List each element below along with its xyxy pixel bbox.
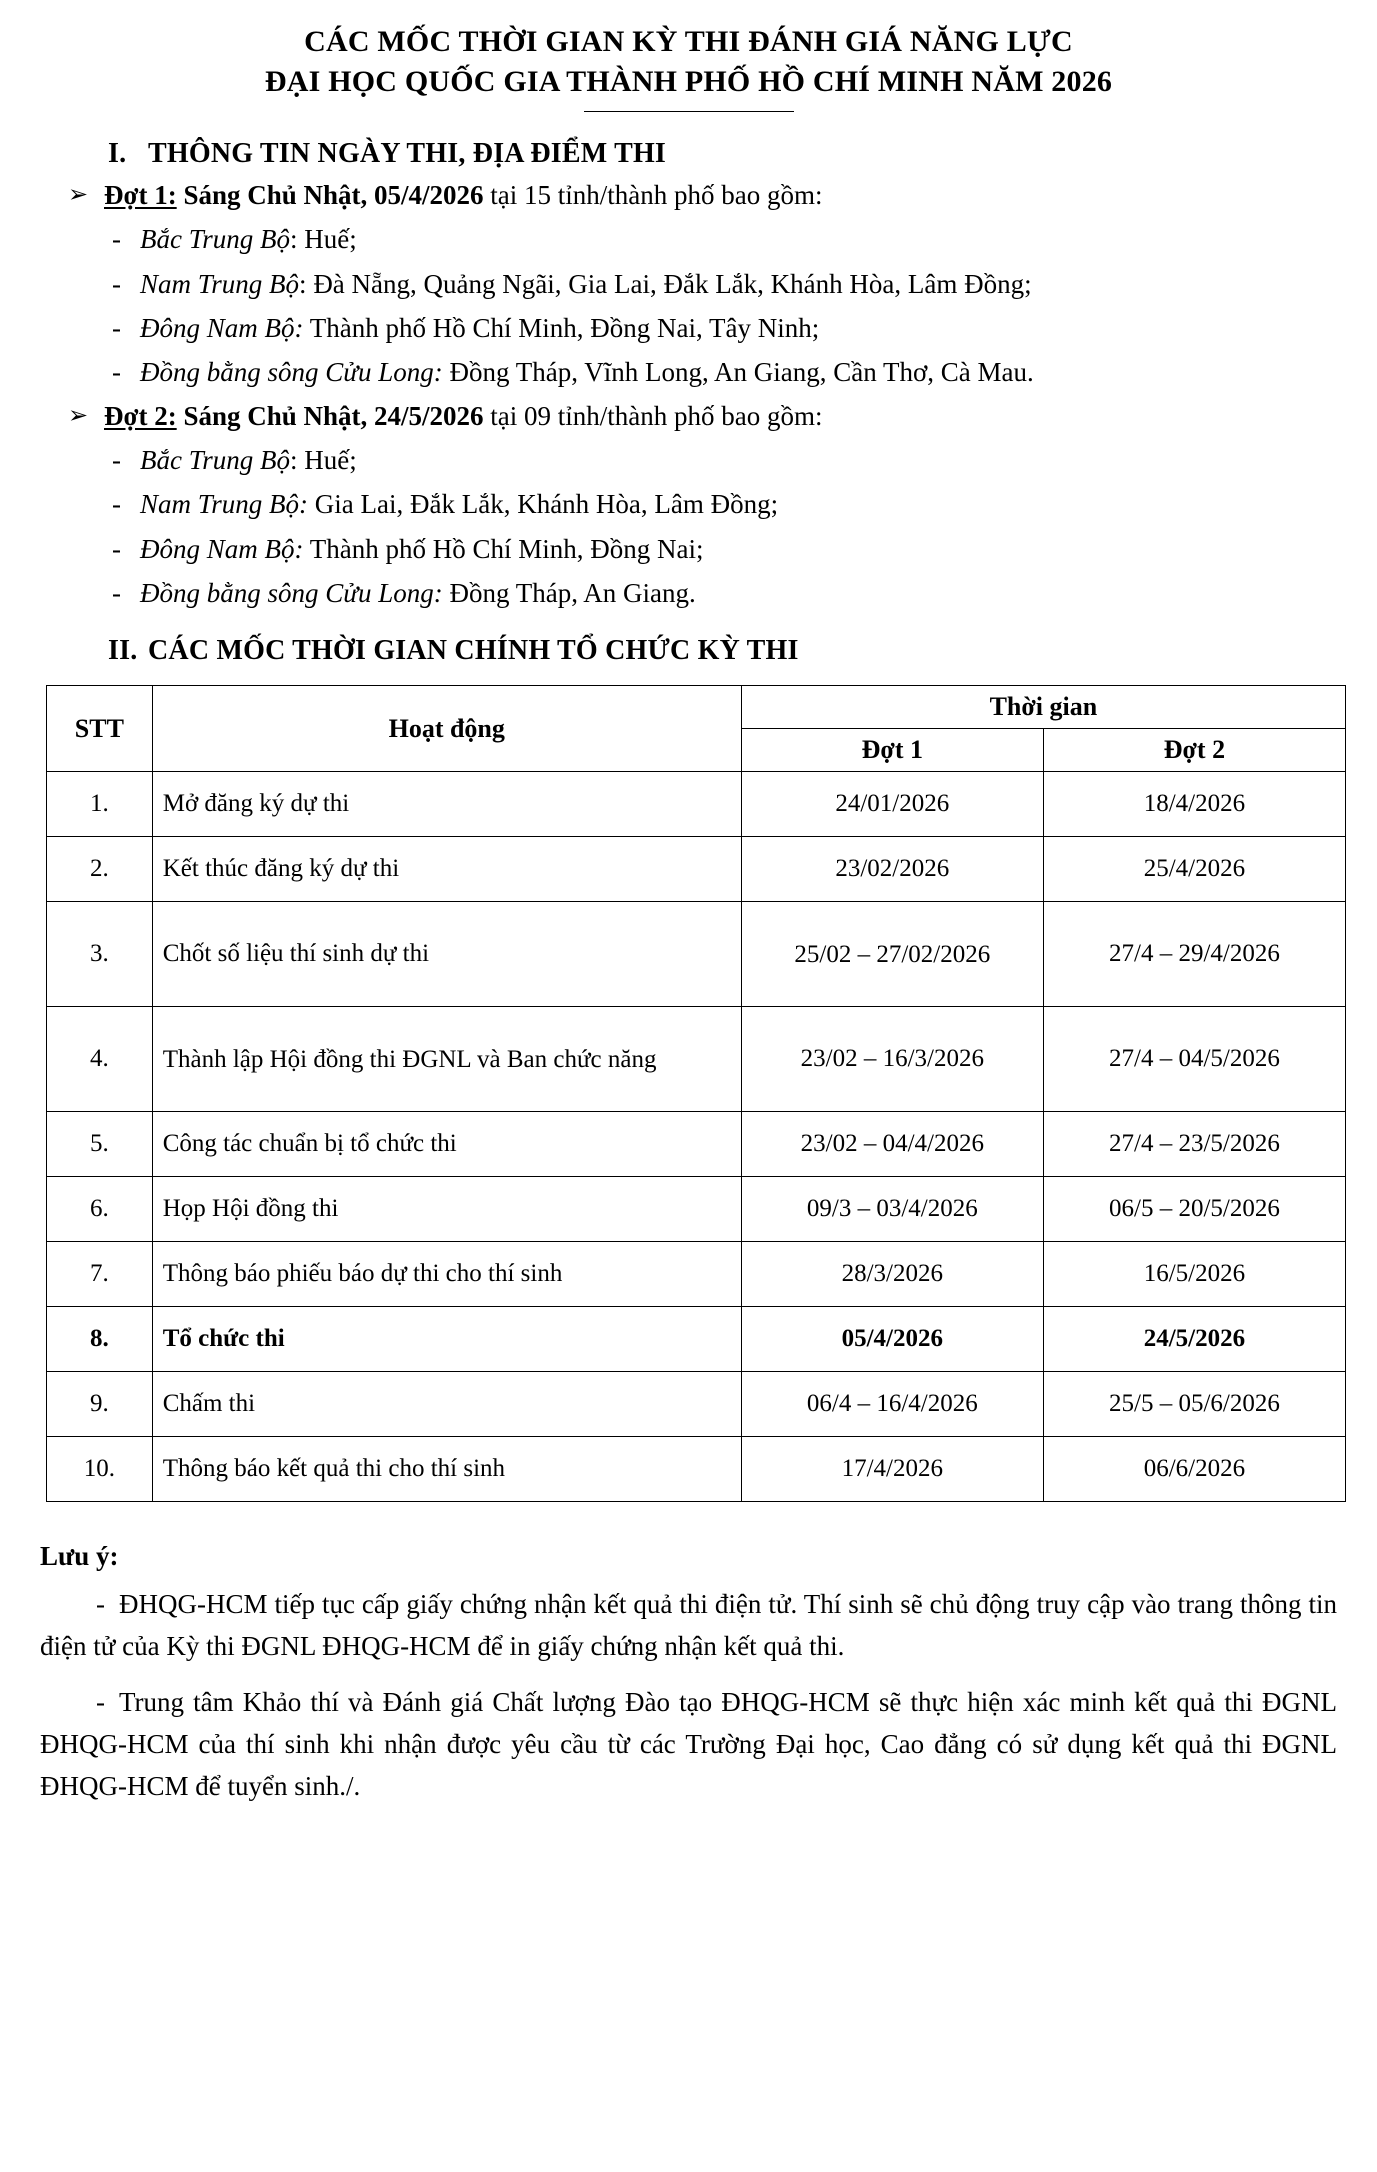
- region-places: Đồng Tháp, Vĩnh Long, An Giang, Cần Thơ, Cà Mau.: [449, 357, 1034, 388]
- list-item: [40, 312, 1337, 344]
- phase-2-label: Đợt 2:: [104, 400, 177, 431]
- table-row: [47, 1437, 1346, 1502]
- cell-phase-1: 09/3 – 03/4/2026: [741, 1177, 1043, 1242]
- dash-bullet-icon: -: [112, 357, 121, 388]
- cell-phase-1: 06/4 – 16/4/2026: [741, 1372, 1043, 1437]
- notes-title: Lưu ý:: [40, 1541, 119, 1572]
- table-body: [47, 772, 1346, 1502]
- section-heading-2: [40, 635, 1337, 667]
- cell-activity: Chấm thi: [152, 1372, 741, 1437]
- cell-phase-2: 25/4/2026: [1043, 837, 1345, 902]
- region-sep: [443, 578, 450, 608]
- list-item: [40, 356, 1337, 388]
- header-phase-1: Đợt 1: [741, 729, 1043, 772]
- cell-phase-2: 06/5 – 20/5/2026: [1043, 1177, 1345, 1242]
- cell-phase-1: 23/02/2026: [741, 837, 1043, 902]
- section-number-2: II.: [108, 635, 138, 667]
- table-row: [47, 1242, 1346, 1307]
- region-places: Đà Nẵng, Quảng Ngãi, Gia Lai, Đắk Lắk, Khánh Hòa, Lâm Đồng;: [313, 268, 1032, 299]
- title-line-2: ĐẠI HỌC QUỐC GIA THÀNH PHỐ HỒ CHÍ MINH NĂM 2026: [264, 64, 1113, 98]
- cell-stt: 5.: [47, 1112, 153, 1177]
- cell-activity: Thông báo kết quả thi cho thí sinh: [152, 1437, 741, 1502]
- region-sep: :: [299, 268, 314, 299]
- table-row: [47, 837, 1346, 902]
- list-item: [40, 268, 1337, 300]
- title-line-1: CÁC MỐC THỜI GIAN KỲ THI ĐÁNH GIÁ NĂNG LỰC: [304, 25, 1073, 58]
- note-text: Trung tâm Khảo thí và Đánh giá Chất lượng Đào tạo ĐHQG-HCM sẽ thực hiện xác minh kết quả thi ĐGNL ĐHQG-HCM của thí sinh khi nhận được yêu cầu từ các Trường Đại học, Cao đẳng có sử dụng kết quả thi ĐGNL ĐHQG-HCM để tuyển sinh./.: [40, 1686, 1337, 1801]
- cell-stt: 9.: [47, 1372, 153, 1437]
- cell-activity: Công tác chuẩn bị tổ chức thi: [152, 1112, 741, 1177]
- cell-stt: 6.: [47, 1177, 153, 1242]
- cell-phase-2: 25/5 – 05/6/2026: [1043, 1372, 1345, 1437]
- region-sep: [443, 357, 450, 387]
- phase-2-rest: tại 09 tỉnh/thành phố bao gồm:: [483, 400, 823, 431]
- cell-stt: 3.: [47, 902, 153, 1007]
- phase-1-line: [40, 180, 1337, 211]
- list-item: [40, 533, 1337, 565]
- cell-phase-1: 28/3/2026: [741, 1242, 1043, 1307]
- region-sep: :: [290, 224, 305, 255]
- dash-bullet-icon: -: [112, 489, 121, 520]
- cell-phase-2: 18/4/2026: [1043, 772, 1345, 837]
- note-text: ĐHQG-HCM tiếp tục cấp giấy chứng nhận kết quả thi điện tử. Thí sinh sẽ chủ động truy cập vào trang thông tin điện tử của Kỳ thi ĐGNL ĐHQG-HCM để in giấy chứng nhận kết quả thi.: [40, 1589, 1337, 1661]
- region-places: Thành phố Hồ Chí Minh, Đồng Nai, Tây Ninh;: [309, 312, 820, 343]
- list-item: [40, 488, 1337, 520]
- cell-phase-2: 27/4 – 04/5/2026: [1043, 1007, 1345, 1112]
- region-places: Huế;: [304, 224, 357, 255]
- table-row: [47, 1112, 1346, 1177]
- region-places: Thành phố Hồ Chí Minh, Đồng Nai;: [309, 533, 704, 564]
- dash-bullet-icon: -: [112, 577, 121, 608]
- phase-2-date: Sáng Chủ Nhật, 24/5/2026: [183, 400, 484, 431]
- dash-bullet-icon: -: [112, 533, 121, 564]
- cell-phase-2: 24/5/2026: [1043, 1307, 1345, 1372]
- cell-phase-2: 06/6/2026: [1043, 1437, 1345, 1502]
- title-divider: [584, 111, 794, 112]
- cell-phase-1: 23/02 – 16/3/2026: [741, 1007, 1043, 1112]
- table-header-row: [47, 686, 1346, 729]
- note-item: [40, 1682, 1337, 1808]
- table-row: [47, 1372, 1346, 1437]
- cell-phase-1: 23/02 – 04/4/2026: [741, 1112, 1043, 1177]
- region-places: Đồng Tháp, An Giang.: [449, 577, 696, 608]
- cell-activity: Thành lập Hội đồng thi ĐGNL và Ban chức năng: [152, 1007, 741, 1112]
- cell-phase-1: 17/4/2026: [741, 1437, 1043, 1502]
- cell-stt: 1.: [47, 772, 153, 837]
- header-stt: STT: [47, 686, 153, 772]
- region-sep: [308, 489, 315, 519]
- cell-activity: Thông báo phiếu báo dự thi cho thí sinh: [152, 1242, 741, 1307]
- region-name: Bắc Trung Bộ: [140, 224, 291, 255]
- region-name: Nam Trung Bộ:: [140, 489, 309, 520]
- cell-stt: 2.: [47, 837, 153, 902]
- list-item: [40, 577, 1337, 609]
- cell-activity: Mở đăng ký dự thi: [152, 772, 741, 837]
- region-name: Đông Nam Bộ:: [140, 533, 304, 564]
- section-title-1: THÔNG TIN NGÀY THI, ĐỊA ĐIỂM THI: [148, 138, 667, 170]
- dash-bullet-icon: -: [112, 312, 121, 343]
- cell-phase-1: 05/4/2026: [741, 1307, 1043, 1372]
- region-name: Đông Nam Bộ:: [140, 312, 304, 343]
- cell-phase-1: 24/01/2026: [741, 772, 1043, 837]
- table-row: [47, 1007, 1346, 1112]
- cell-phase-2: 27/4 – 23/5/2026: [1043, 1112, 1345, 1177]
- list-item: [40, 444, 1337, 476]
- note-item: [40, 1584, 1337, 1668]
- arrow-bullet-icon: ➢: [68, 402, 89, 429]
- phase-1-label: Đợt 1:: [104, 180, 177, 211]
- header-phase-2: Đợt 2: [1043, 729, 1345, 772]
- header-activity: Hoạt động: [152, 686, 741, 772]
- page-title: [66, 22, 1311, 101]
- cell-phase-1: 25/02 – 27/02/2026: [741, 902, 1043, 1007]
- section-heading-1: [40, 138, 1337, 170]
- cell-phase-2: 16/5/2026: [1043, 1242, 1345, 1307]
- region-name: Nam Trung Bộ: [140, 268, 300, 299]
- dash-bullet-icon: -: [112, 444, 121, 475]
- section-number-1: I.: [108, 138, 127, 170]
- dash-bullet-icon: -: [96, 1686, 105, 1717]
- table-row: [47, 902, 1346, 1007]
- section-title-2: CÁC MỐC THỜI GIAN CHÍNH TỔ CHỨC KỲ THI: [148, 635, 799, 667]
- phase-1-date: Sáng Chủ Nhật, 05/4/2026: [183, 180, 484, 211]
- list-item: [40, 223, 1337, 255]
- dash-bullet-icon: -: [112, 268, 121, 299]
- region-name: Đồng bằng sông Cửu Long:: [140, 577, 443, 608]
- table-row: [47, 1307, 1346, 1372]
- region-name: Đồng bằng sông Cửu Long:: [140, 357, 443, 388]
- cell-stt: 7.: [47, 1242, 153, 1307]
- region-sep: :: [290, 444, 305, 475]
- table-row: [47, 772, 1346, 837]
- phase-2-line: [40, 401, 1337, 432]
- region-places: Huế;: [304, 444, 357, 475]
- cell-stt: 4.: [47, 1007, 153, 1112]
- notes-section: [40, 1536, 1337, 1807]
- cell-activity: Chốt số liệu thí sinh dự thi: [152, 902, 741, 1007]
- header-time: Thời gian: [741, 686, 1345, 729]
- cell-activity: Kết thúc đăng ký dự thi: [152, 837, 741, 902]
- cell-activity: Tổ chức thi: [152, 1307, 741, 1372]
- milestones-table: [46, 685, 1346, 1502]
- dash-bullet-icon: -: [112, 224, 121, 255]
- cell-stt: 10.: [47, 1437, 153, 1502]
- cell-activity: Họp Hội đồng thi: [152, 1177, 741, 1242]
- table-row: [47, 1177, 1346, 1242]
- dash-bullet-icon: -: [96, 1589, 105, 1620]
- region-places: Gia Lai, Đắk Lắk, Khánh Hòa, Lâm Đồng;: [314, 489, 779, 520]
- phase-1-rest: tại 15 tỉnh/thành phố bao gồm:: [483, 180, 823, 211]
- cell-stt: 8.: [47, 1307, 153, 1372]
- cell-phase-2: 27/4 – 29/4/2026: [1043, 902, 1345, 1007]
- arrow-bullet-icon: ➢: [68, 182, 89, 209]
- region-name: Bắc Trung Bộ: [140, 444, 291, 475]
